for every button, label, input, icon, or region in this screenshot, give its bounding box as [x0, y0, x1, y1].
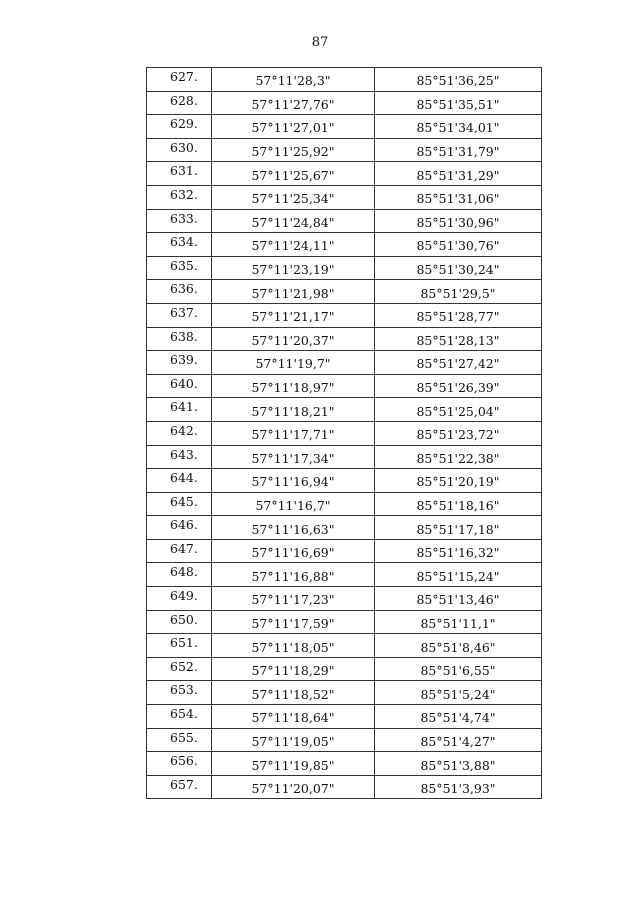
- page-number: 87: [311, 35, 329, 50]
- table-row: [147, 115, 542, 139]
- table-row: [147, 657, 542, 681]
- latitude-cell: 57°11'16,94": [212, 469, 375, 493]
- latitude-cell: 57°11'19,7": [212, 351, 375, 375]
- point-number-cell: 652.: [147, 657, 212, 681]
- table-row: [147, 280, 542, 304]
- point-number-cell: 628.: [147, 91, 212, 115]
- longitude-cell: 85°51'31,06": [375, 185, 542, 209]
- latitude-cell: 57°11'16,88": [212, 563, 375, 587]
- table-row: [147, 587, 542, 611]
- point-number-cell: 634.: [147, 233, 212, 257]
- point-number-cell: 641.: [147, 398, 212, 422]
- point-number-cell: 635.: [147, 256, 212, 280]
- table-row: [147, 445, 542, 469]
- longitude-cell: 85°51'26,39": [375, 374, 542, 398]
- longitude-cell: 85°51'4,74": [375, 705, 542, 729]
- latitude-cell: 57°11'18,21": [212, 398, 375, 422]
- latitude-cell: 57°11'25,67": [212, 162, 375, 186]
- latitude-cell: 57°11'25,34": [212, 185, 375, 209]
- table-row: [147, 138, 542, 162]
- longitude-cell: 85°51'22,38": [375, 445, 542, 469]
- longitude-cell: 85°51'17,18": [375, 516, 542, 540]
- point-number-cell: 627.: [147, 68, 212, 92]
- table-row: [147, 492, 542, 516]
- latitude-cell: 57°11'23,19": [212, 256, 375, 280]
- longitude-cell: 85°51'30,96": [375, 209, 542, 233]
- coordinates-table-body: [147, 68, 542, 799]
- point-number-cell: 655.: [147, 728, 212, 752]
- table-row: [147, 398, 542, 422]
- point-number-cell: 631.: [147, 162, 212, 186]
- point-number-cell: 636.: [147, 280, 212, 304]
- longitude-cell: 85°51'4,27": [375, 728, 542, 752]
- point-number-cell: 651.: [147, 634, 212, 658]
- point-number-cell: 657.: [147, 775, 212, 799]
- table-row: [147, 327, 542, 351]
- latitude-cell: 57°11'21,98": [212, 280, 375, 304]
- table-row: [147, 91, 542, 115]
- latitude-cell: 57°11'24,84": [212, 209, 375, 233]
- table-row: [147, 539, 542, 563]
- longitude-cell: 85°51'27,42": [375, 351, 542, 375]
- latitude-cell: 57°11'17,71": [212, 421, 375, 445]
- point-number-cell: 643.: [147, 445, 212, 469]
- latitude-cell: 57°11'18,05": [212, 634, 375, 658]
- point-number-cell: 646.: [147, 516, 212, 540]
- latitude-cell: 57°11'17,23": [212, 587, 375, 611]
- point-number-cell: 632.: [147, 185, 212, 209]
- longitude-cell: 85°51'13,46": [375, 587, 542, 611]
- table-row: [147, 68, 542, 92]
- latitude-cell: 57°11'27,76": [212, 91, 375, 115]
- table-row: [147, 421, 542, 445]
- point-number-cell: 649.: [147, 587, 212, 611]
- point-number-cell: 633.: [147, 209, 212, 233]
- latitude-cell: 57°11'28,3": [212, 68, 375, 92]
- table-row: [147, 374, 542, 398]
- point-number-cell: 650.: [147, 610, 212, 634]
- table-row: [147, 705, 542, 729]
- table-row: [147, 516, 542, 540]
- latitude-cell: 57°11'18,97": [212, 374, 375, 398]
- table-row: [147, 752, 542, 776]
- longitude-cell: 85°51'30,76": [375, 233, 542, 257]
- longitude-cell: 85°51'28,13": [375, 327, 542, 351]
- longitude-cell: 85°51'5,24": [375, 681, 542, 705]
- latitude-cell: 57°11'25,92": [212, 138, 375, 162]
- longitude-cell: 85°51'3,93": [375, 775, 542, 799]
- table-row: [147, 634, 542, 658]
- point-number-cell: 656.: [147, 752, 212, 776]
- longitude-cell: 85°51'20,19": [375, 469, 542, 493]
- latitude-cell: 57°11'17,34": [212, 445, 375, 469]
- longitude-cell: 85°51'8,46": [375, 634, 542, 658]
- table-row: [147, 469, 542, 493]
- longitude-cell: 85°51'11,1": [375, 610, 542, 634]
- point-number-cell: 640.: [147, 374, 212, 398]
- longitude-cell: 85°51'30,24": [375, 256, 542, 280]
- longitude-cell: 85°51'16,32": [375, 539, 542, 563]
- longitude-cell: 85°51'3,88": [375, 752, 542, 776]
- point-number-cell: 642.: [147, 421, 212, 445]
- longitude-cell: 85°51'29,5": [375, 280, 542, 304]
- longitude-cell: 85°51'31,79": [375, 138, 542, 162]
- latitude-cell: 57°11'18,64": [212, 705, 375, 729]
- point-number-cell: 639.: [147, 351, 212, 375]
- table-row: [147, 185, 542, 209]
- table-row: [147, 209, 542, 233]
- point-number-cell: 644.: [147, 469, 212, 493]
- latitude-cell: 57°11'19,85": [212, 752, 375, 776]
- point-number-cell: 638.: [147, 327, 212, 351]
- latitude-cell: 57°11'18,29": [212, 657, 375, 681]
- table-row: [147, 303, 542, 327]
- longitude-cell: 85°51'23,72": [375, 421, 542, 445]
- point-number-cell: 653.: [147, 681, 212, 705]
- table-row: [147, 256, 542, 280]
- longitude-cell: 85°51'18,16": [375, 492, 542, 516]
- point-number-cell: 645.: [147, 492, 212, 516]
- latitude-cell: 57°11'17,59": [212, 610, 375, 634]
- point-number-cell: 648.: [147, 563, 212, 587]
- table-row: [147, 563, 542, 587]
- longitude-cell: 85°51'15,24": [375, 563, 542, 587]
- longitude-cell: 85°51'34,01": [375, 115, 542, 139]
- longitude-cell: 85°51'31,29": [375, 162, 542, 186]
- table-row: [147, 681, 542, 705]
- latitude-cell: 57°11'24,11": [212, 233, 375, 257]
- latitude-cell: 57°11'16,7": [212, 492, 375, 516]
- latitude-cell: 57°11'18,52": [212, 681, 375, 705]
- table-row: [147, 162, 542, 186]
- coordinates-table: [146, 67, 542, 799]
- latitude-cell: 57°11'20,37": [212, 327, 375, 351]
- point-number-cell: 654.: [147, 705, 212, 729]
- longitude-cell: 85°51'6,55": [375, 657, 542, 681]
- point-number-cell: 629.: [147, 115, 212, 139]
- longitude-cell: 85°51'36,25": [375, 68, 542, 92]
- latitude-cell: 57°11'16,69": [212, 539, 375, 563]
- table-row: [147, 775, 542, 799]
- point-number-cell: 637.: [147, 303, 212, 327]
- latitude-cell: 57°11'27,01": [212, 115, 375, 139]
- point-number-cell: 630.: [147, 138, 212, 162]
- longitude-cell: 85°51'28,77": [375, 303, 542, 327]
- table-row: [147, 233, 542, 257]
- latitude-cell: 57°11'16,63": [212, 516, 375, 540]
- point-number-cell: 647.: [147, 539, 212, 563]
- longitude-cell: 85°51'25,04": [375, 398, 542, 422]
- latitude-cell: 57°11'20,07": [212, 775, 375, 799]
- table-row: [147, 610, 542, 634]
- latitude-cell: 57°11'21,17": [212, 303, 375, 327]
- table-row: [147, 728, 542, 752]
- longitude-cell: 85°51'35,51": [375, 91, 542, 115]
- table-row: [147, 351, 542, 375]
- latitude-cell: 57°11'19,05": [212, 728, 375, 752]
